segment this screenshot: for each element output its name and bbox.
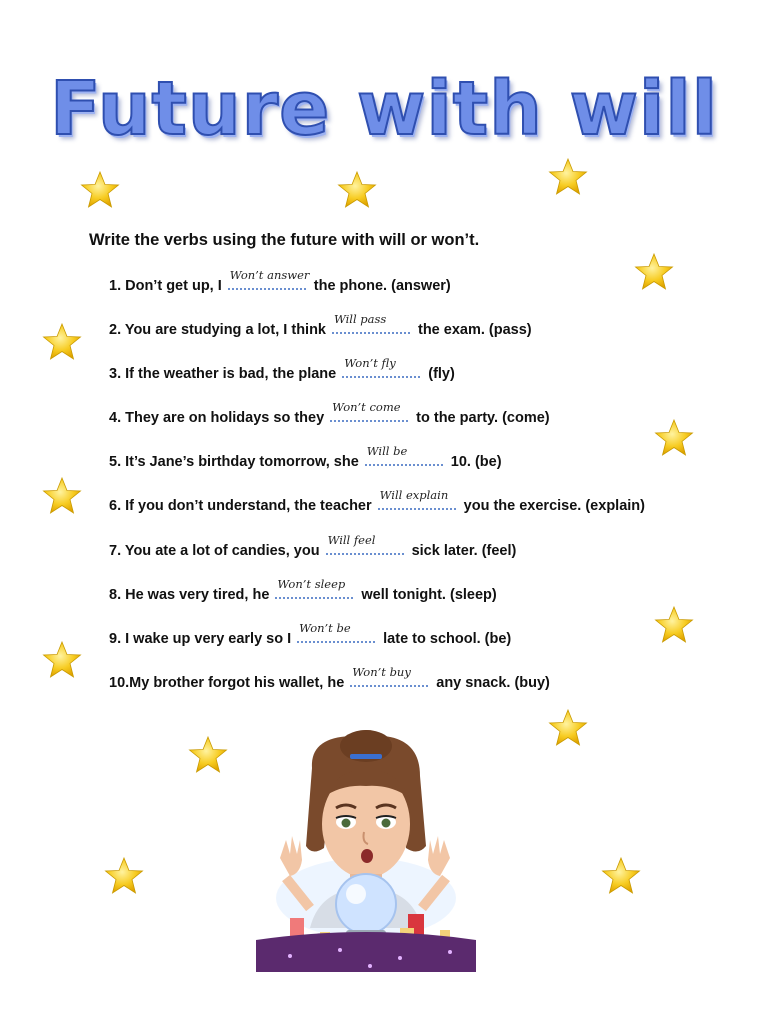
answer-blank[interactable] bbox=[350, 665, 428, 687]
exercise-item bbox=[109, 430, 729, 474]
sentence-start: 4. They are on holidays so they bbox=[109, 410, 325, 426]
star-icon bbox=[188, 735, 228, 775]
star-icon bbox=[42, 476, 82, 516]
answer-blank[interactable] bbox=[275, 577, 353, 599]
sentence-end: sick later. (feel) bbox=[411, 543, 517, 559]
handwritten-answer: Won’t come bbox=[332, 400, 401, 414]
handwritten-answer: Will be bbox=[366, 444, 408, 458]
sentence-end: any snack. (buy) bbox=[436, 675, 550, 691]
exercise-item bbox=[109, 607, 729, 651]
sentence-start: 1. Don’t get up, I bbox=[109, 278, 222, 294]
sentence-start: 10.My brother forgot his wallet, he bbox=[109, 675, 345, 691]
star-icon bbox=[634, 252, 674, 292]
handwritten-answer: Will explain bbox=[379, 488, 449, 502]
exercise-item bbox=[109, 519, 729, 563]
sentence-end: to the party. (come) bbox=[416, 410, 550, 426]
sentence-end: the phone. (answer) bbox=[313, 278, 451, 294]
sentence-start: 6. If you don’t understand, the teacher bbox=[109, 498, 372, 514]
answer-blank[interactable] bbox=[330, 400, 408, 422]
star-icon bbox=[654, 605, 694, 645]
handwritten-answer: Won’t buy bbox=[352, 665, 411, 679]
fortune-teller-avatar bbox=[250, 728, 482, 972]
star-icon bbox=[104, 856, 144, 896]
answer-blank[interactable] bbox=[326, 533, 404, 555]
exercise-item bbox=[109, 563, 729, 607]
exercise-item bbox=[109, 342, 729, 386]
handwritten-answer: Won’t sleep bbox=[277, 577, 346, 591]
sentence-end: the exam. (pass) bbox=[418, 322, 532, 338]
star-icon bbox=[548, 708, 588, 748]
sentence-start: 7. You ate a lot of candies, you bbox=[109, 543, 320, 559]
handwritten-answer: Won’t be bbox=[299, 621, 351, 635]
exercise-item bbox=[109, 651, 729, 695]
exercise-item bbox=[109, 386, 729, 430]
handwritten-answer: Will pass bbox=[334, 312, 387, 326]
exercise-item bbox=[109, 298, 729, 342]
handwritten-answer: Won’t fly bbox=[344, 356, 396, 370]
answer-blank[interactable] bbox=[365, 444, 443, 466]
sentence-start: 5. It’s Jane’s birthday tomorrow, she bbox=[109, 454, 359, 470]
answer-blank[interactable] bbox=[378, 488, 456, 510]
star-icon bbox=[548, 157, 588, 197]
answer-blank[interactable] bbox=[342, 356, 420, 378]
instructions: Write the verbs using the future with will or won’t. bbox=[89, 231, 480, 249]
page-title: Future with will bbox=[49, 66, 719, 152]
sentence-end: late to school. (be) bbox=[383, 631, 512, 647]
sentence-end: well tonight. (sleep) bbox=[361, 587, 497, 603]
sentence-end: you the exercise. (explain) bbox=[463, 498, 645, 514]
star-icon bbox=[654, 418, 694, 458]
answer-blank[interactable] bbox=[228, 268, 310, 290]
answer-blank[interactable] bbox=[332, 312, 410, 334]
answer-blank[interactable] bbox=[297, 621, 375, 643]
star-icon bbox=[601, 856, 641, 896]
handwritten-answer: Will feel bbox=[327, 533, 376, 547]
sentence-start: 8. He was very tired, he bbox=[109, 587, 270, 603]
sentence-start: 2. You are studying a lot, I think bbox=[109, 322, 326, 338]
handwritten-answer: Won’t answer bbox=[229, 268, 310, 282]
sentence-end: 10. (be) bbox=[450, 454, 502, 470]
star-icon bbox=[337, 170, 377, 210]
star-icon bbox=[42, 322, 82, 362]
exercise-item bbox=[109, 474, 729, 518]
star-icon bbox=[42, 640, 82, 680]
sentence-start: 9. I wake up very early so I bbox=[109, 631, 292, 647]
sentence-end: (fly) bbox=[428, 366, 455, 382]
sentence-start: 3. If the weather is bad, the plane bbox=[109, 366, 337, 382]
star-icon bbox=[80, 170, 120, 210]
